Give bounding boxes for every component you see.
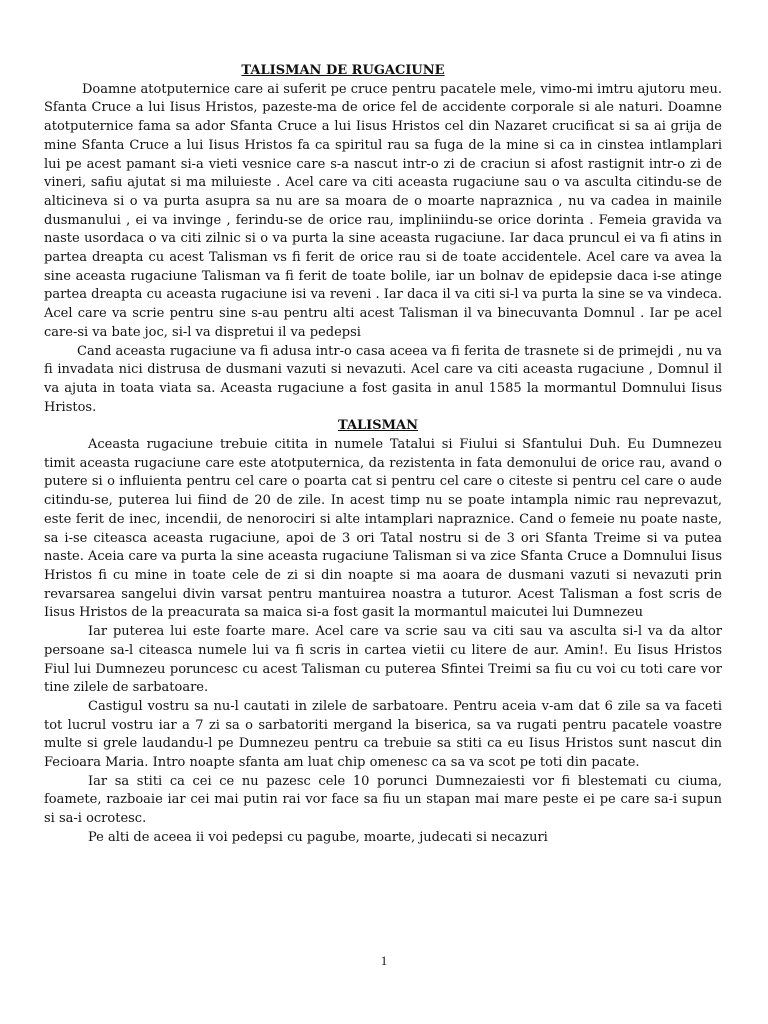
intro-paragraph: Doamne atotputernice care ai suferit pe cruce pentru pacatele mele, vimo-mi imtru ajutoru meu. Sfanta Cruce a lui Iisus Hristos, pazeste-ma de orice fel de accidente corporale si ale naturi. Doamne atotputernice fama sa ador Sfanta Cruce a lui Iisus Hristos cel din Nazaret crucificat si sa ai grija de mine Sfanta Cruce a lui Iisus Hristos fa ca spiritul rau sa fuga de la mine si ca in cinstea intlamplari lui pe acest pamant si-a vieti vesnice care s-a nascut intr-o zi de craciun si afost rastignit intr-o zi de vineri, safiu ajutat si ma miluieste . Acel care va citi aceasta rugaciune sau o va asculta citindu-se de alticineva si o va purta asupra sa nu are sa moara de o moarte napraznica , nu va cadea in mainile dusmanului , ei va invinge , ferindu-se de orice rau, impliniindu-se orice dorinta . Femeia gravida va naste usordaca o va citi zilnic si o va purta la sine aceasta rugaciune. Iar daca pruncul ei va fi atins in partea dreapta cu acest Talisman vs fi ferit de orice rau si de toate accidentele. Acel care va avea la sine aceasta rugaciune Talisman va fi ferit de toate bolile, iar un bolnav de epidepsie daca i-se atinge partea dreapta cu aceasta rugaciune isi va reveni . Iar daca il va citi si-l va purta la sine se va vindeca. Acel care va scrie pentru sine s-au pentru alti acest Talisman il va binecuvanta Domnul . Iar pe acel care-si va bate joc, si-l va dispretui il va pedepsi [44,81,722,340]
intro-paragraph: Cand aceasta rugaciune va fi adusa intr-o casa aceea va fi ferita de trasnete si de primejdi , nu va fi invadata nici distrusa de dusmani vazuti si nevazuti. Acel care va citi aceasta rugaciune , Domnul il va ajuta in toata viata sa. Aceasta rugaciune a fost gasita in anul 1585 la mormantul Domnului Iisus Hristos. [44,343,722,415]
section-title: TALISMAN [337,418,419,434]
body-paragraph: Aceasta rugaciune trebuie citita in numele Tatalui si Fiului si Sfantului Duh. Eu Dumnezeu timit aceasta rugaciune care este atotputernica, da rezistenta in fata demonului de orice rau, avand o putere si o influienta pentru cel care o poarta cat si pentru cel care o citeste si pentru cel care o aude citindu-se, puterea lui fiind de 20 de zile. In acest timp nu se poate intampla nimic rau neprevazut, este ferit de inec, incendii, de nenorociri si alte intamplari napraznice. Cand o femeie nu poate naste, sa i-se citeasca aceasta rugaciune, apoi de 3 ori Tatal nostru si de 3 ori Sfanta Treime si va putea naste. Aceia care va purta la sine aceasta rugaciune Talisman si va zice Sfanta Cruce a Domnului Iisus Hristos fi cu mine in toate cele de zi si din noapte si ma aoara de dusmani vazuti si nevazuti prin revarsarea sangelui divin varsat pentru mantuirea noastra a tuturor. Acest Talisman a fost scris de Iisus Hristos de la preacurata sa maica si-a fost gasit la mormantul maicutei lui Dumnezeu [44,437,722,621]
document-title: TALISMAN DE RUGACIUNE [241,63,445,78]
body-paragraph: Iar puterea lui este foarte mare. Acel care va scrie sau va citi sau va asculta si-l va da altor persoane sa-l citeasca numele lui va fi scris in cartea vietii cu litere de aur. Amin!. Eu Iisus Hristos Fiul lui Dumnezeu poruncesc cu acest Talisman cu puterea Sfintei Treimi sa fiu cu voi cu toti care vor tine zilele de sarbatoare. [44,624,722,696]
body-paragraph: Pe alti de aceea ii voi pedepsi cu pagube, moarte, judecati si necazuri [88,829,548,845]
body-paragraph: Iar sa stiti ca cei ce nu pazesc cele 10 porunci Dumnezaiesti vor fi blestemati cu ciuma, foamete, razboaie iar cei mai putin rai vor face sa fiu un stapan mai mare peste ei pe care sa-i supun si sa-i ocrotesc. [44,773,722,827]
document-page [44,62,722,848]
body-paragraph: Castigul vostru sa nu-l cautati in zilele de sarbatoare. Pentru aceia v-am dat 6 zile sa va faceti tot lucrul vostru iar a 7 zi sa o sarbatoriti mergand la biserica, sa va rugati pentru pacatele voastre multe si grele laudandu-l pe Dumnezeu pentru ca trebuie sa stiti ca eu Iisus Hristos sunt nascut din Fecioara Maria. Intro noapte sfanta am luat chip omenesc ca sa va scot pe toti din pacate. [44,698,722,771]
page-number: 1 [380,953,388,968]
